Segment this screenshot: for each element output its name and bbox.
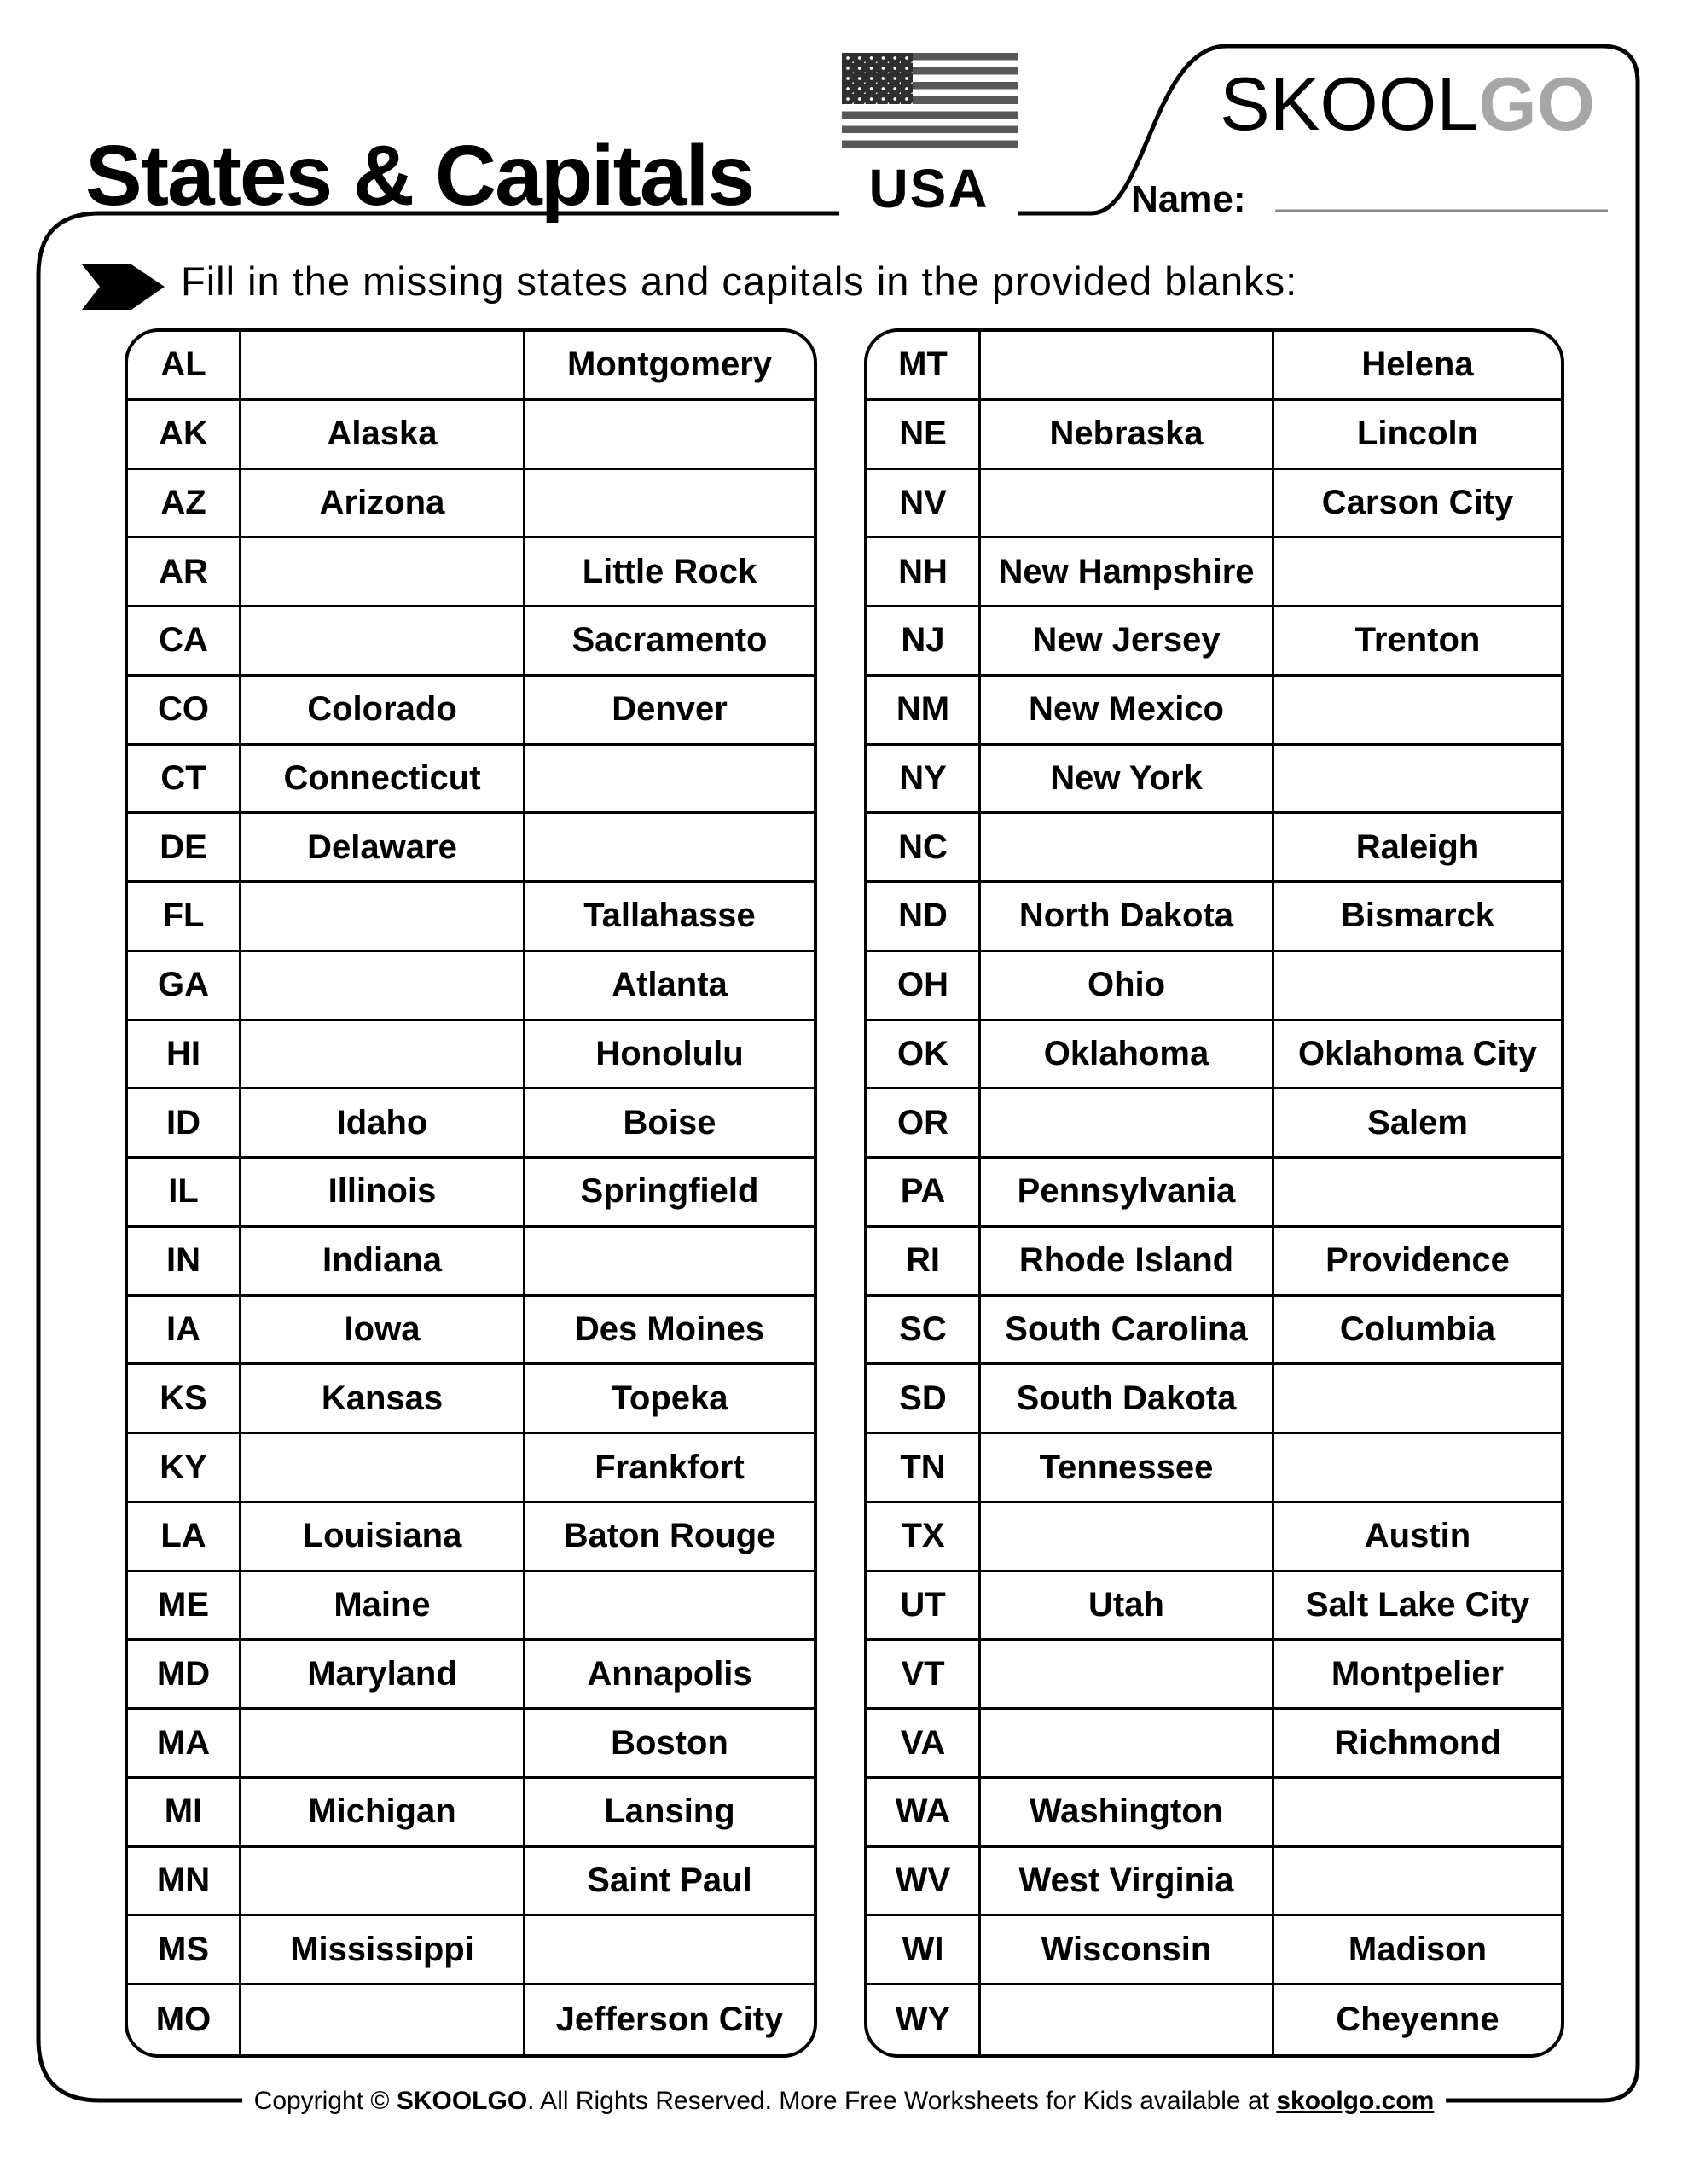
state-abbr-cell: RI (867, 1228, 981, 1297)
state-name-cell: South Carolina (981, 1297, 1274, 1366)
blank-capital-cell (1274, 1365, 1561, 1434)
blank-state-name-cell (981, 1710, 1274, 1779)
state-abbr-cell: OH (867, 952, 981, 1021)
blank-capital-cell (525, 401, 814, 470)
capital-cell: Salt Lake City (1274, 1572, 1561, 1641)
state-abbr-cell: OR (867, 1089, 981, 1159)
state-name-cell: Illinois (241, 1159, 525, 1228)
capital-cell: Des Moines (525, 1297, 814, 1366)
state-name-cell: Mississippi (241, 1916, 525, 1985)
page-title: States & Capitals (85, 128, 753, 224)
capital-cell: Boise (525, 1089, 814, 1159)
capital-cell: Bismarck (1274, 883, 1561, 952)
blank-capital-cell (1274, 1159, 1561, 1228)
state-abbr-cell: UT (867, 1572, 981, 1641)
capital-cell: Baton Rouge (525, 1503, 814, 1572)
state-abbr-cell: OK (867, 1021, 981, 1090)
usa-flag-icon (842, 53, 1018, 148)
state-abbr-cell: NM (867, 677, 981, 746)
blank-state-name-cell (241, 607, 525, 677)
state-name-cell: New Mexico (981, 677, 1274, 746)
capital-cell: Richmond (1274, 1710, 1561, 1779)
state-abbr-cell: KY (128, 1434, 241, 1503)
state-name-cell: Colorado (241, 677, 525, 746)
state-name-cell: Connecticut (241, 746, 525, 815)
states-capitals-table-right (864, 328, 1564, 2058)
state-abbr-cell: FL (128, 883, 241, 952)
usa-label: USA (839, 157, 1018, 220)
state-abbr-cell: NC (867, 814, 981, 883)
state-abbr-cell: TX (867, 1503, 981, 1572)
blank-state-name-cell (241, 1021, 525, 1090)
state-name-cell: New Hampshire (981, 538, 1274, 607)
capital-cell: Honolulu (525, 1021, 814, 1090)
state-name-cell: Louisiana (241, 1503, 525, 1572)
footer-skoolgo-link[interactable]: skoolgo.com (1276, 2087, 1435, 2115)
capital-cell: Denver (525, 677, 814, 746)
blank-capital-cell (1274, 952, 1561, 1021)
state-name-cell: Rhode Island (981, 1228, 1274, 1297)
state-abbr-cell: AK (128, 401, 241, 470)
state-name-cell: Ohio (981, 952, 1274, 1021)
blank-state-name-cell (981, 1641, 1274, 1710)
blank-state-name-cell (241, 883, 525, 952)
blank-state-name-cell (981, 1985, 1274, 2054)
state-abbr-cell: MD (128, 1641, 241, 1710)
state-abbr-cell: NV (867, 470, 981, 539)
blank-capital-cell (1274, 1779, 1561, 1848)
name-label: Name: (1131, 178, 1246, 220)
state-name-cell: New York (981, 746, 1274, 815)
state-abbr-cell: TN (867, 1434, 981, 1503)
state-name-cell: Oklahoma (981, 1021, 1274, 1090)
blank-capital-cell (525, 1916, 814, 1985)
state-abbr-cell: SD (867, 1365, 981, 1434)
blank-state-name-cell (241, 332, 525, 401)
blank-capital-cell (525, 1572, 814, 1641)
blank-state-name-cell (241, 1710, 525, 1779)
instruction-text: Fill in the missing states and capitals in the provided blanks: (181, 258, 1298, 304)
state-name-cell: Iowa (241, 1297, 525, 1366)
state-name-cell: Washington (981, 1779, 1274, 1848)
capital-cell: Sacramento (525, 607, 814, 677)
capital-cell: Salem (1274, 1089, 1561, 1159)
state-abbr-cell: VT (867, 1641, 981, 1710)
state-abbr-cell: WI (867, 1916, 981, 1985)
capital-cell: Boston (525, 1710, 814, 1779)
capital-cell: Madison (1274, 1916, 1561, 1985)
capital-cell: Carson City (1274, 470, 1561, 539)
blank-state-name-cell (981, 1089, 1274, 1159)
capital-cell: Helena (1274, 332, 1561, 401)
capital-cell: Montpelier (1274, 1641, 1561, 1710)
state-abbr-cell: AR (128, 538, 241, 607)
blank-state-name-cell (241, 1848, 525, 1917)
state-abbr-cell: GA (128, 952, 241, 1021)
state-abbr-cell: CA (128, 607, 241, 677)
skoolgo-logo (1220, 61, 1596, 146)
capital-cell: Annapolis (525, 1641, 814, 1710)
capital-cell: Atlanta (525, 952, 814, 1021)
state-name-cell: Nebraska (981, 401, 1274, 470)
capital-cell: Montgomery (525, 332, 814, 401)
state-abbr-cell: NE (867, 401, 981, 470)
state-abbr-cell: NY (867, 746, 981, 815)
state-abbr-cell: HI (128, 1021, 241, 1090)
blank-state-name-cell (241, 1434, 525, 1503)
state-name-cell: Alaska (241, 401, 525, 470)
instruction-arrow-icon (82, 264, 165, 310)
state-abbr-cell: WV (867, 1848, 981, 1917)
capital-cell: Saint Paul (525, 1848, 814, 1917)
state-abbr-cell: KS (128, 1365, 241, 1434)
blank-state-name-cell (981, 1503, 1274, 1572)
footer-prefix: Copyright © (253, 2087, 397, 2115)
state-name-cell: Maryland (241, 1641, 525, 1710)
state-abbr-cell: DE (128, 814, 241, 883)
state-name-cell: Pennsylvania (981, 1159, 1274, 1228)
state-name-cell: Kansas (241, 1365, 525, 1434)
state-abbr-cell: ID (128, 1089, 241, 1159)
state-abbr-cell: ND (867, 883, 981, 952)
state-abbr-cell: SC (867, 1297, 981, 1366)
state-name-cell: North Dakota (981, 883, 1274, 952)
state-abbr-cell: VA (867, 1710, 981, 1779)
state-name-cell: Utah (981, 1572, 1274, 1641)
state-abbr-cell: MS (128, 1916, 241, 1985)
state-abbr-cell: MN (128, 1848, 241, 1917)
state-abbr-cell: NJ (867, 607, 981, 677)
state-abbr-cell: AZ (128, 470, 241, 539)
capital-cell: Raleigh (1274, 814, 1561, 883)
state-abbr-cell: ME (128, 1572, 241, 1641)
blank-capital-cell (1274, 1434, 1561, 1503)
state-abbr-cell: IL (128, 1159, 241, 1228)
capital-cell: Little Rock (525, 538, 814, 607)
blank-capital-cell (1274, 746, 1561, 815)
state-name-cell: Maine (241, 1572, 525, 1641)
state-name-cell: Delaware (241, 814, 525, 883)
capital-cell: Frankfort (525, 1434, 814, 1503)
state-abbr-cell: IN (128, 1228, 241, 1297)
state-name-cell: West Virginia (981, 1848, 1274, 1917)
state-abbr-cell: PA (867, 1159, 981, 1228)
footer-brand: SKOOLGO (396, 2087, 528, 2115)
blank-state-name-cell (981, 332, 1274, 401)
state-abbr-cell: WA (867, 1779, 981, 1848)
capital-cell: Topeka (525, 1365, 814, 1434)
blank-capital-cell (1274, 538, 1561, 607)
capital-cell: Trenton (1274, 607, 1561, 677)
blank-capital-cell (1274, 677, 1561, 746)
flag-canton-stars (842, 53, 913, 104)
capital-cell: Providence (1274, 1228, 1561, 1297)
state-name-cell: Arizona (241, 470, 525, 539)
state-abbr-cell: CT (128, 746, 241, 815)
state-abbr-cell: NH (867, 538, 981, 607)
blank-state-name-cell (981, 814, 1274, 883)
state-abbr-cell: WY (867, 1985, 981, 2054)
capital-cell: Cheyenne (1336, 2001, 1499, 2039)
logo-skool-text: SKOOL (1220, 61, 1479, 146)
state-abbr-cell: CO (128, 677, 241, 746)
blank-capital-cell (1274, 1848, 1561, 1917)
capital-cell: Austin (1274, 1503, 1561, 1572)
blank-state-name-cell (981, 470, 1274, 539)
state-abbr-cell: MT (867, 332, 981, 401)
blank-capital-cell (525, 814, 814, 883)
capital-cell: Springfield (525, 1159, 814, 1228)
capital-cell: Lansing (525, 1779, 814, 1848)
capital-cell: Tallahasse (525, 883, 814, 952)
logo-go-text: GO (1478, 61, 1596, 146)
blank-capital-cell (525, 1228, 814, 1297)
state-abbr-cell: MO (128, 1985, 241, 2054)
footer-copyright (242, 2085, 1447, 2117)
states-capitals-table-left (125, 328, 817, 2058)
state-name-cell: Indiana (241, 1228, 525, 1297)
state-abbr-cell: MA (128, 1710, 241, 1779)
blank-capital-cell (525, 746, 814, 815)
capital-cell: Lincoln (1274, 401, 1561, 470)
capital-cell: Oklahoma City (1274, 1021, 1561, 1090)
blank-state-name-cell (241, 952, 525, 1021)
footer-middle: . All Rights Reserved. More Free Worksheets for Kids available at (527, 2087, 1277, 2115)
capital-cell: Jefferson City (555, 2001, 784, 2039)
state-name-cell: New Jersey (981, 607, 1274, 677)
state-name-cell: Michigan (241, 1779, 525, 1848)
blank-capital-cell (525, 470, 814, 539)
state-name-cell: Tennessee (981, 1434, 1274, 1503)
state-abbr-cell: AL (128, 332, 241, 401)
blank-state-name-cell (241, 1985, 525, 2054)
state-abbr-cell: MI (128, 1779, 241, 1848)
state-name-cell: Wisconsin (981, 1916, 1274, 1985)
state-abbr-cell: IA (128, 1297, 241, 1366)
capital-cell: Columbia (1274, 1297, 1561, 1366)
state-name-cell: South Dakota (981, 1365, 1274, 1434)
blank-state-name-cell (241, 538, 525, 607)
state-name-cell: Idaho (241, 1089, 525, 1159)
state-abbr-cell: LA (128, 1503, 241, 1572)
